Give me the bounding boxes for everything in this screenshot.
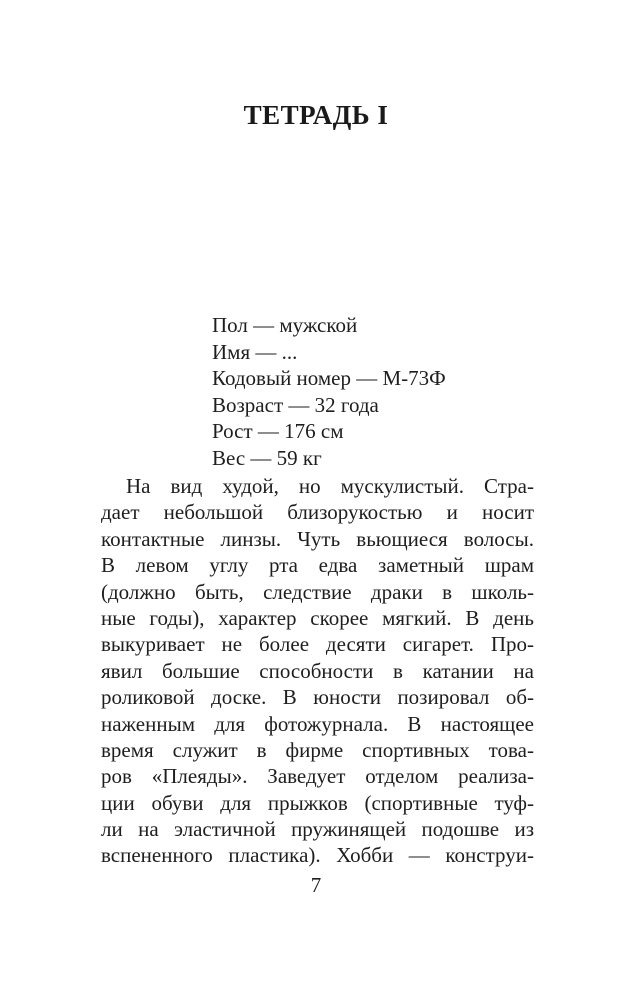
paragraph-line: ли на эластичной пружинящей подошве из (101, 817, 534, 842)
paragraph-line: выкуривает не более десяти сигарет. Про- (101, 632, 534, 657)
chapter-title: ТЕТРАДЬ I (243, 100, 389, 130)
profile-height: Рост — 176 см (212, 419, 344, 443)
page-number: 7 (310, 873, 322, 897)
profile-code-number: Кодовый номер — М-73Ф (212, 366, 446, 390)
profile-weight: Вес — 59 кг (212, 445, 322, 470)
paragraph-line: ные годы), характер скорее мягкий. В день (101, 605, 534, 630)
paragraph-line: наженным для фотожурнала. В настоящее (101, 711, 534, 736)
profile-name: Имя — ... (212, 339, 298, 364)
body-paragraph (101, 473, 534, 869)
paragraph-line: явил большие способности в катании на (101, 658, 534, 683)
paragraph-line: время служит в фирме спортивных това- (101, 737, 534, 762)
paragraph-line: роликовой доске. В юности позировал об- (101, 685, 534, 710)
paragraph-line: вспененного пластика). Хобби — конструи- (101, 843, 534, 868)
paragraph-line: дает небольшой близорукостью и носит (101, 500, 534, 525)
paragraph-line: (должно быть, следствие драки в школь- (101, 579, 534, 604)
paragraph-line: ров «Плеяды». Заведует отделом реализа- (101, 764, 534, 789)
profile-gender: Пол — мужской (212, 313, 358, 337)
paragraph-line: На вид худой, но мускулистый. Стра- (126, 474, 534, 498)
paragraph-line: ции обуви для прыжков (спортивные туф- (101, 790, 534, 815)
profile-age: Возраст — 32 года (212, 392, 379, 417)
paragraph-line: В левом углу рта едва заметный шрам (101, 553, 534, 578)
profile-list (212, 312, 446, 471)
paragraph-line: контактные линзы. Чуть вьющиеся волосы. (101, 526, 534, 551)
